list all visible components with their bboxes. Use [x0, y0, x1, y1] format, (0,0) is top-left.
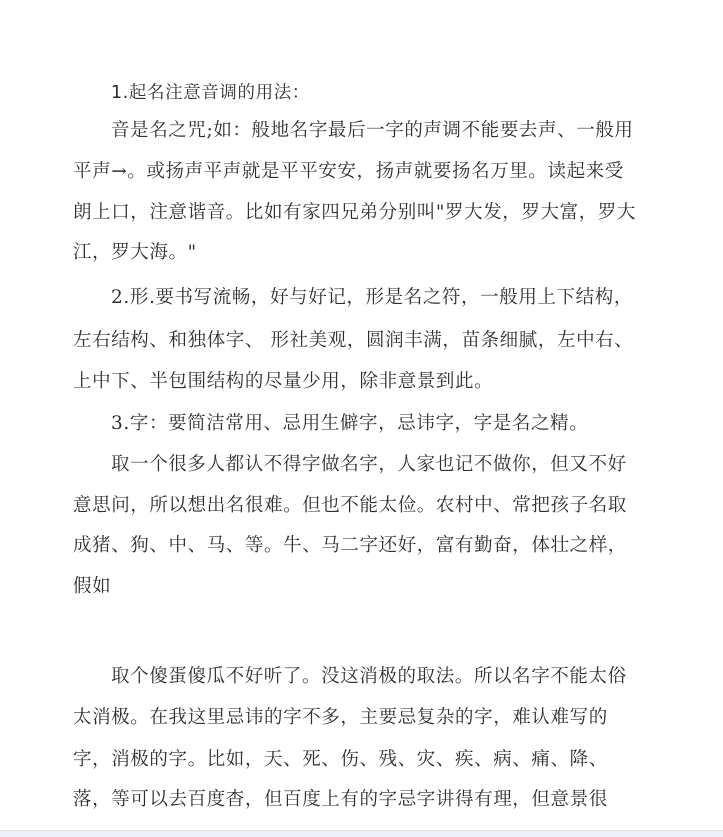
text-line-5: 江，罗大海。" — [73, 242, 197, 263]
text-line-14: 取个傻蛋傻瓜不好听了。没这消极的取法。所以名字不能太俗 — [111, 666, 627, 687]
text-line-17: 落，等可以去百度杳，但百度上有的字忌字讲得有理，但意景很 — [73, 789, 608, 810]
text-line-10: 取一个很多人都认不得字做名字，人家也记不做你，但又不好 — [111, 454, 627, 475]
text-line-3: 平声→。或扬声平声就是平平安安，扬声就要扬名万里。读起来受 — [73, 161, 624, 182]
text-line-16: 字，消极的字。比如，天、死、伤、残、灾、疾、病、痛、降、 — [73, 749, 608, 770]
text-line-1: 1.起名注意音调的用法： — [111, 83, 310, 103]
text-line-15: 太消极。在我这里忌讳的字不多，主要忌复杂的字，难认难写的 — [73, 707, 608, 728]
text-line-6: 2.形.要书写流畅，好与好记，形是名之符，一般用上下结构， — [111, 287, 633, 308]
text-line-7: 左右结构、和独体字、 形社美观，圆润丰满，苗条细腻，左中右、 — [73, 330, 634, 351]
text-line-2: 音是名之咒;如：般地名字最后一字的声调不能要去声、一般用 — [111, 120, 634, 141]
text-line-4: 朗上口，注意谐音。比如有家四兄弟分别叫"罗大发，罗大富，罗大 — [73, 202, 637, 223]
text-line-9: 3.字：要简洁常用、忌用生僻字，忌讳字，字是名之精。 — [111, 413, 589, 434]
text-line-8: 上中下、半包围结构的尽量少用，除非意景到此。 — [73, 371, 494, 392]
text-line-11: 意思问，所以想出名很难。但也不能太俭。农村中、常把孩子名取 — [73, 495, 627, 516]
text-line-13: 假如 — [73, 576, 112, 597]
text-line-12: 成猪、狗、中、马、等。牛、马二字还好，富有勤奋，体壮之样， — [73, 535, 627, 556]
